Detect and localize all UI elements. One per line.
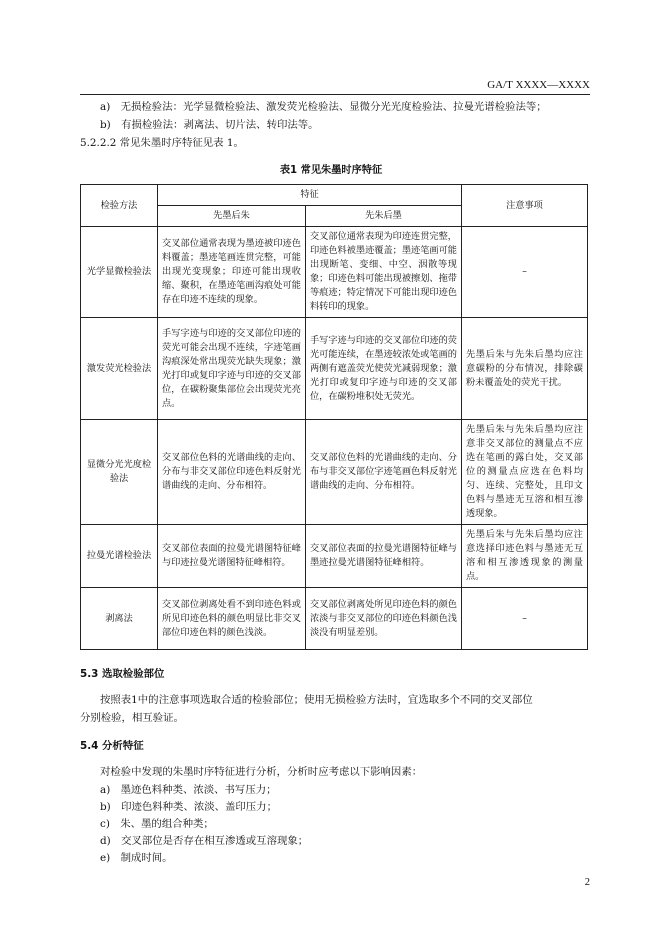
list-item: e) 制成时间。 (100, 852, 173, 864)
table-caption: 表1 常见朱墨时序特征 (279, 165, 383, 176)
intro-item-b: b) 有损检验法：剥离法、切片法、转印法等。 (100, 119, 319, 131)
list-item: d) 交叉部位是否存在相互渗透或互溶现象； (100, 835, 309, 847)
page-number: 2 (584, 877, 590, 888)
row-method: 激发荧光检验法 (81, 318, 158, 420)
row-red-first: 手写字迹与印迹的交叉部位印迹的荧光可能连续，在墨迹较浓处或笔画的两侧有遮盖荧光使荧光减弱现象；激光打印或复印字迹与印迹的交叉部位，在碳粉堆积处无荧光。 (306, 318, 462, 420)
section-5-3-para-line1: 按照表1中的注意事项选取合适的检验部位；使用无损检验方法时，宜选取多个不同的交叉部位 (100, 694, 533, 706)
section-5-4-para: 对检验中发现的朱墨时序特征进行分析，分析时应考虑以下影响因素： (100, 766, 423, 778)
table-row (81, 420, 588, 525)
row-ink-first: 交叉部位色料的光谱曲线的走向、分布与非交叉部位印迹色料反射光谱曲线的走向、分布相符。 (158, 420, 306, 525)
table-row (81, 525, 588, 588)
row-method: 显微分光光度检验法 (81, 420, 158, 525)
standard-code: GA/T XXXX—XXXX (487, 79, 590, 91)
row-method: 剥离法 (81, 588, 158, 650)
header-feature: 特征 (158, 185, 462, 206)
row-red-first: 交叉部位表面的拉曼光谱图特征峰与墨迹拉曼光谱图特征峰相符。 (306, 525, 462, 588)
row-ink-first: 交叉部位通常表现为墨迹被印迹色料覆盖；墨迹笔画连贯完整，可能出现光变现象；印迹可能出现收缩、聚积，在墨迹笔画沟痕处可能存在印迹不连续的现象。 (158, 227, 306, 318)
row-notes: 先墨后朱与先朱后墨均应注意非交叉部位的测量点不应选在笔画的露白处，交叉部位的测量点应选在色料均匀、连续、完整处，且印文色料与墨迹无互溶和相互渗透现象。 (462, 420, 588, 525)
intro-item-a: a) 无损检验法：光学显微检验法、激发荧光检验法、显微分光光度检验法、拉曼光谱检验法等； (100, 101, 547, 113)
table-row (81, 588, 588, 650)
row-red-first: 交叉部位剥离处所见印迹色料的颜色浓淡与非交叉部位的印迹色料颜色浅淡没有明显差别。 (306, 588, 462, 650)
section-5-3-para-line2: 分别检验，相互验证。 (80, 712, 184, 724)
list-item: a) 墨迹色料种类、浓淡、书写压力； (100, 784, 277, 796)
header-rule (80, 94, 590, 95)
timing-features-table (80, 184, 588, 650)
row-ink-first: 交叉部位剥离处看不到印迹色料或所见印迹色料的颜色明显比非交叉部位印迹色料的颜色浅淡。 (158, 588, 306, 650)
header-notes: 注意事项 (462, 185, 588, 227)
section-5-4-title: 5.4 分析特征 (80, 740, 144, 752)
row-method: 拉曼光谱检验法 (81, 525, 158, 588)
row-ink-first: 手写字迹与印迹的交叉部位印迹的荧光可能会出现不连续，字迹笔画沟痕深处常出现荧光缺失现象；激光打印或复印字迹与印迹的交叉部位，在碳粉聚集部位会出现荧光亮点。 (158, 318, 306, 420)
row-notes: 先墨后朱与先朱后墨均应注意选择印迹色料与墨迹无互溶和相互渗透现象的测量点。 (462, 525, 588, 588)
header-method: 检验方法 (81, 185, 158, 227)
row-notes: – (462, 588, 588, 650)
clause-5-2-2-2: 5.2.2.2 常见朱墨时序特征见表 1。 (80, 137, 244, 149)
row-red-first: 交叉部位色料的光谱曲线的走向、分布与非交叉部位字迹笔画色料反射光谱曲线的走向、分布相符。 (306, 420, 462, 525)
table-row (81, 318, 588, 420)
header-ink-first: 先墨后朱 (158, 206, 306, 227)
row-notes: 先墨后朱与先朱后墨均应注意碳粉的分布情况，排除碳粉未覆盖处的荧光干扰。 (462, 318, 588, 420)
row-method: 光学显微检验法 (81, 227, 158, 318)
section-5-3-title: 5.3 选取检验部位 (80, 668, 165, 680)
list-item: c) 朱、墨的组合种类； (100, 818, 214, 830)
list-item: b) 印迹色料种类、浓淡、盖印压力； (100, 801, 277, 813)
row-ink-first: 交叉部位表面的拉曼光谱图特征峰与印迹拉曼光谱图特征峰相符。 (158, 525, 306, 588)
row-notes: – (462, 227, 588, 318)
header-red-first: 先朱后墨 (306, 206, 462, 227)
row-red-first: 交叉部位通常表现为印迹连贯完整，印迹色料被墨迹覆盖；墨迹笔画可能出现断笔、变细、中空、洇散等现象；印迹色料可能出现被擦划、拖带等痕迹；特定情况下可能出现印迹色料转印的现象。 (306, 227, 462, 318)
table-row (81, 227, 588, 318)
